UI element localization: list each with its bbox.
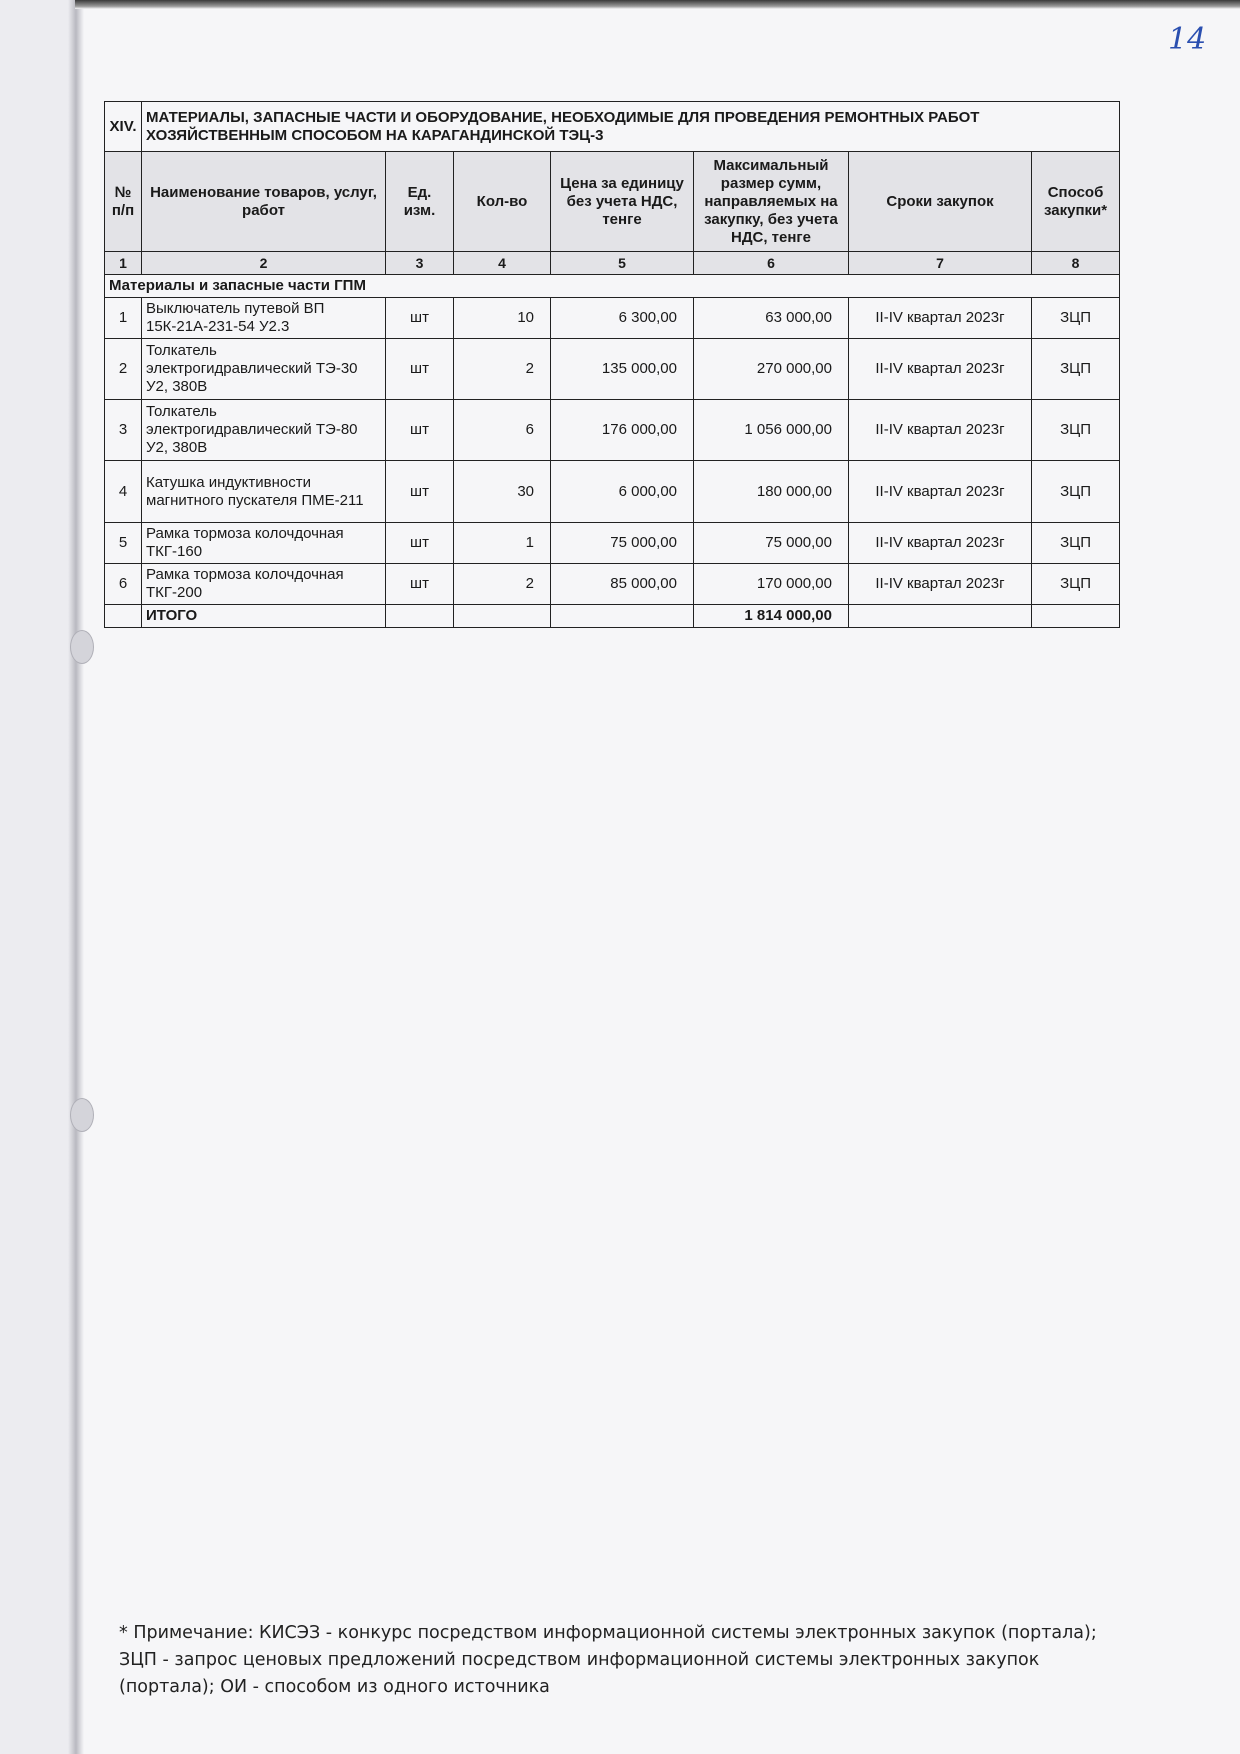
header-sum: Максимальный размер сумм, направляемых на закупку, без учета НДС, тенге	[694, 152, 849, 252]
row-method: ЗЦП	[1032, 461, 1120, 523]
total-sum: 1 814 000,00	[694, 605, 849, 628]
column-number: 7	[849, 252, 1032, 275]
row-sum: 75 000,00	[694, 523, 849, 564]
row-method: ЗЦП	[1032, 298, 1120, 339]
footnote: * Примечание: КИСЭЗ - конкурс посредством информационной системы электронных закупок (портала); ЗЦП - запрос ценовых предложений посредством информационной системы электронных закупок (портала); ОИ - способом из одного источника	[119, 1623, 1097, 1697]
table-row	[105, 523, 1120, 564]
column-number: 3	[386, 252, 454, 275]
table-row	[105, 564, 1120, 605]
row-sum: 180 000,00	[694, 461, 849, 523]
section-title: МАТЕРИАЛЫ, ЗАПАСНЫЕ ЧАСТИ И ОБОРУДОВАНИЕ, НЕОБХОДИМЫЕ ДЛЯ ПРОВЕДЕНИЯ РЕМОНТНЫХ РАБОТ ХОЗЯЙСТВЕННЫМ СПОСОБОМ НА КАРАГАНДИНСКОЙ ТЭЦ-3	[142, 102, 1120, 152]
row-price: 135 000,00	[551, 339, 694, 400]
row-name: Толкатель электрогидравлический ТЭ-30 У2, 380В	[142, 339, 386, 400]
row-method: ЗЦП	[1032, 523, 1120, 564]
row-no: 3	[105, 400, 142, 461]
row-no: 4	[105, 461, 142, 523]
row-period: II-IV квартал 2023г	[849, 564, 1032, 605]
row-name: Катушка индуктивности магнитного пускателя ПМЕ-211	[142, 461, 386, 523]
table-row	[105, 400, 1120, 461]
row-price: 75 000,00	[551, 523, 694, 564]
total-label: ИТОГО	[142, 605, 386, 628]
header-qty: Кол-во	[454, 152, 551, 252]
row-period: II-IV квартал 2023г	[849, 400, 1032, 461]
page-number: 14	[1168, 22, 1207, 57]
row-sum: 63 000,00	[694, 298, 849, 339]
row-period: II-IV квартал 2023г	[849, 461, 1032, 523]
row-qty: 6	[454, 400, 551, 461]
row-no: 6	[105, 564, 142, 605]
row-name: Толкатель электрогидравлический ТЭ-80 У2, 380В	[142, 400, 386, 461]
total-empty	[105, 605, 142, 628]
row-qty: 2	[454, 339, 551, 400]
row-no: 2	[105, 339, 142, 400]
header-method: Способ закупки*	[1032, 152, 1120, 252]
column-numbers-row	[105, 252, 1120, 275]
row-no: 1	[105, 298, 142, 339]
group-title: Материалы и запасные части ГПМ	[105, 275, 1120, 298]
column-number: 5	[551, 252, 694, 275]
row-unit: шт	[386, 461, 454, 523]
total-row	[105, 605, 1120, 628]
group-row	[105, 275, 1120, 298]
row-price: 85 000,00	[551, 564, 694, 605]
punch-hole	[70, 1098, 94, 1132]
row-name: Рамка тормоза колочдочная ТКГ-200	[142, 564, 386, 605]
column-number: 4	[454, 252, 551, 275]
row-method: ЗЦП	[1032, 339, 1120, 400]
header-row	[105, 152, 1120, 252]
row-qty: 10	[454, 298, 551, 339]
header-no: № п/п	[105, 152, 142, 252]
row-sum: 1 056 000,00	[694, 400, 849, 461]
row-period: II-IV квартал 2023г	[849, 523, 1032, 564]
section-row	[105, 102, 1120, 152]
row-sum: 270 000,00	[694, 339, 849, 400]
row-unit: шт	[386, 564, 454, 605]
row-method: ЗЦП	[1032, 400, 1120, 461]
column-number: 6	[694, 252, 849, 275]
row-qty: 2	[454, 564, 551, 605]
row-period: II-IV квартал 2023г	[849, 298, 1032, 339]
row-unit: шт	[386, 339, 454, 400]
table-row	[105, 461, 1120, 523]
row-price: 6 300,00	[551, 298, 694, 339]
scan-top-edge	[75, 0, 1240, 9]
section-number: XIV.	[105, 102, 142, 152]
table-row	[105, 298, 1120, 339]
column-number: 8	[1032, 252, 1120, 275]
column-number: 1	[105, 252, 142, 275]
row-method: ЗЦП	[1032, 564, 1120, 605]
header-period: Сроки закупок	[849, 152, 1032, 252]
total-empty	[849, 605, 1032, 628]
row-unit: шт	[386, 523, 454, 564]
row-price: 176 000,00	[551, 400, 694, 461]
row-sum: 170 000,00	[694, 564, 849, 605]
row-no: 5	[105, 523, 142, 564]
row-name: Рамка тормоза колочдочная ТКГ-160	[142, 523, 386, 564]
total-empty	[454, 605, 551, 628]
row-name: Выключатель путевой ВП 15К-21А-231-54 У2.3	[142, 298, 386, 339]
row-qty: 30	[454, 461, 551, 523]
punch-hole	[70, 630, 94, 664]
procurement-table	[104, 101, 1120, 628]
row-price: 6 000,00	[551, 461, 694, 523]
row-qty: 1	[454, 523, 551, 564]
scan-binding-edge	[0, 0, 84, 1754]
column-number: 2	[142, 252, 386, 275]
row-unit: шт	[386, 298, 454, 339]
total-empty	[551, 605, 694, 628]
row-period: II-IV квартал 2023г	[849, 339, 1032, 400]
total-empty	[386, 605, 454, 628]
total-empty	[1032, 605, 1120, 628]
table-row	[105, 339, 1120, 400]
header-unit: Ед. изм.	[386, 152, 454, 252]
header-price: Цена за единицу без учета НДС, тенге	[551, 152, 694, 252]
row-unit: шт	[386, 400, 454, 461]
header-name: Наименование товаров, услуг, работ	[142, 152, 386, 252]
